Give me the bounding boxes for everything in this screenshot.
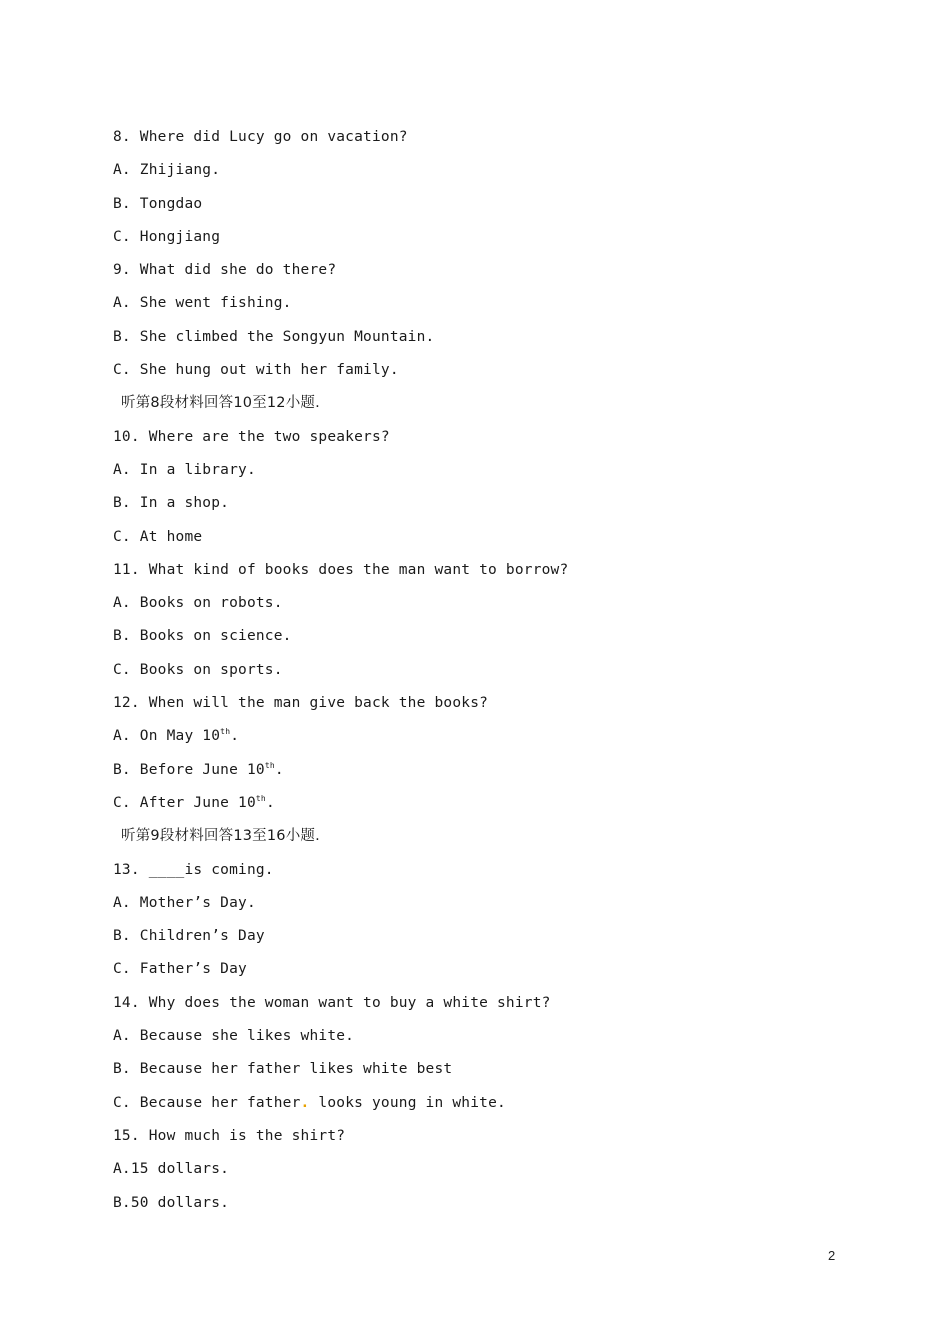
question-text: 8. Where did Lucy go on vacation? bbox=[113, 129, 408, 145]
answer-option: C. Hongjiang bbox=[113, 228, 221, 245]
answer-option: A. Mother’s Day. bbox=[113, 894, 256, 911]
answer-option: C. Books on sports. bbox=[113, 661, 283, 678]
answer-option: C. Father’s Day bbox=[113, 961, 247, 978]
answer-option: B. She climbed the Songyun Mountain. bbox=[113, 328, 435, 345]
question-text: 13. ____is coming. bbox=[113, 861, 274, 878]
question-text: 14. Why does the woman want to buy a white shirt? bbox=[113, 994, 551, 1011]
answer-option: A. Zhijiang. bbox=[113, 162, 221, 179]
answer-option: A. She went fishing. bbox=[113, 295, 292, 312]
answer-option: C. She hung out with her family. bbox=[113, 362, 399, 379]
answer-option: A. Books on robots. bbox=[113, 595, 283, 612]
answer-option: B. Books on science. bbox=[113, 628, 292, 645]
section-heading: 听第9段材料回答13至16小题. bbox=[121, 828, 320, 845]
answer-option: C. Because her father. looks young in white. bbox=[113, 1094, 506, 1111]
question-list bbox=[113, 124, 568, 1223]
answer-option: A. In a library. bbox=[113, 461, 256, 478]
edit-mark: . bbox=[300, 1094, 310, 1111]
answer-option: C. After June 10th. bbox=[113, 793, 275, 811]
question-text: 9. What did she do there? bbox=[113, 262, 337, 279]
question-text: 12. When will the man give back the books? bbox=[113, 695, 489, 712]
ordinal-suffix: th bbox=[264, 760, 275, 770]
answer-option: A.15 dollars. bbox=[113, 1161, 230, 1178]
answer-option: B. Children’s Day bbox=[113, 928, 265, 945]
answer-option: B. Because her father likes white best bbox=[113, 1061, 453, 1078]
answer-option: A. Because she likes white. bbox=[113, 1028, 355, 1045]
answer-option: B. In a shop. bbox=[113, 495, 230, 512]
section-heading: 听第8段材料回答10至12小题. bbox=[121, 395, 320, 412]
answer-option: C. At home bbox=[113, 528, 203, 545]
answer-option: B.50 dollars. bbox=[113, 1194, 230, 1211]
ordinal-suffix: th bbox=[255, 793, 266, 803]
question-text: 10. Where are the two speakers? bbox=[113, 428, 390, 445]
question-text: 11. What kind of books does the man want to borrow? bbox=[113, 561, 569, 578]
answer-option: B. Before June 10th. bbox=[113, 760, 284, 778]
answer-option: A. On May 10th. bbox=[113, 727, 240, 745]
answer-option: B. Tongdao bbox=[113, 195, 203, 212]
question-text: 15. How much is the shirt? bbox=[113, 1127, 346, 1144]
page-number: 2 bbox=[828, 1248, 836, 1263]
ordinal-suffix: th bbox=[220, 727, 231, 737]
